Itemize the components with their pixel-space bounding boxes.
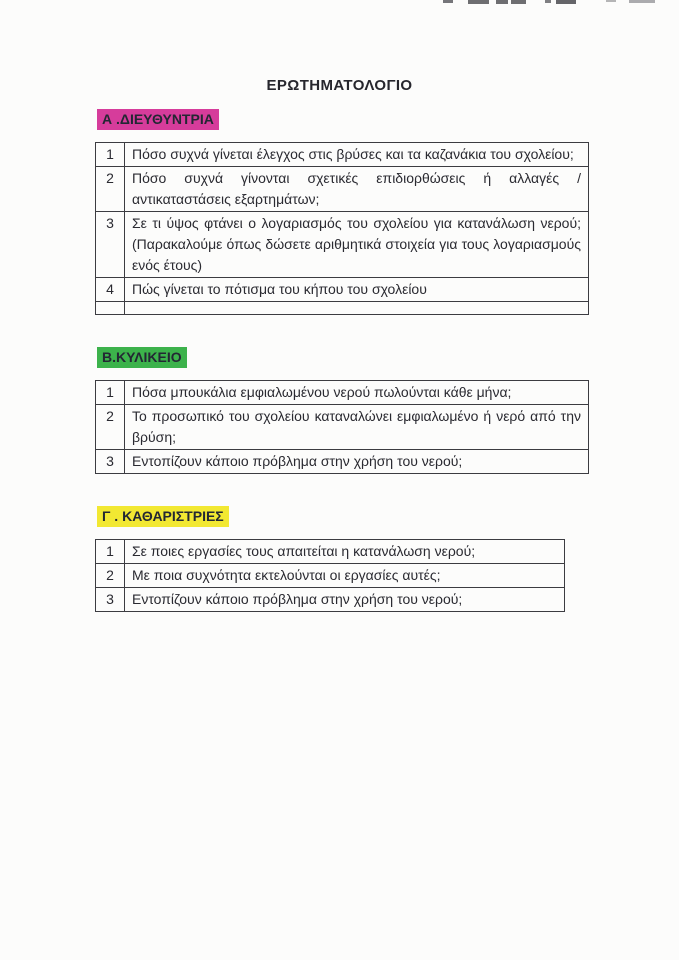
question-number: 3 (96, 450, 125, 474)
question-number: 2 (96, 167, 125, 212)
question-text: Με ποια συχνότητα εκτελούνται οι εργασίες αυτές; (125, 564, 565, 588)
page-title: ΕΡΩΤΗΜΑΤΟΛΟΓΙΟ (266, 77, 413, 94)
question-number: 2 (96, 564, 125, 588)
question-number: 3 (96, 212, 125, 278)
questions-table-canteen (95, 380, 589, 474)
section-header-cleaners: Γ . ΚΑΘΑΡΙΣΤΡΙΕΣ (97, 506, 229, 527)
question-number: 2 (96, 405, 125, 450)
question-number (96, 302, 125, 315)
question-row (96, 450, 589, 474)
question-row (96, 405, 589, 450)
question-text: Πόσα μπουκάλια εμφιαλωμένου νερού πωλούνται κάθε μήνα; (125, 381, 589, 405)
questions-table-director (95, 142, 589, 315)
question-number: 1 (96, 143, 125, 167)
scan-artifact-cropped-text-top-edge (0, 0, 679, 8)
question-number: 1 (96, 381, 125, 405)
question-text: Σε ποιες εργασίες τους απαιτείται η κατανάλωση νερού; (125, 540, 565, 564)
question-row (96, 143, 589, 167)
question-row (96, 278, 589, 302)
question-row (96, 302, 589, 315)
questions-table-cleaners (95, 539, 565, 612)
section-header-director: Α .ΔΙΕΥΘΥΝΤΡΙΑ (97, 109, 219, 130)
question-text: Πόσο συχνά γίνεται έλεγχος στις βρύσες και τα καζανάκια του σχολείου; (125, 143, 589, 167)
question-number: 4 (96, 278, 125, 302)
question-row (96, 540, 565, 564)
question-row (96, 212, 589, 278)
section-header-canteen: Β.ΚΥΛΙΚΕΙΟ (97, 347, 187, 368)
question-text: Εντοπίζουν κάποιο πρόβλημα στην χρήση του νερού; (125, 450, 589, 474)
question-text: Εντοπίζουν κάποιο πρόβλημα στην χρήση του νερού; (125, 588, 565, 612)
question-row (96, 381, 589, 405)
question-row (96, 564, 565, 588)
question-row (96, 167, 589, 212)
question-text (125, 302, 589, 315)
question-number: 3 (96, 588, 125, 612)
question-text: Σε τι ύψος φτάνει ο λογαριασμός του σχολείου για κατανάλωση νερού; (Παρακαλούμε όπως δώσετε αριθμητικά στοιχεία για τους λογαριασμούς ενός έτους) (125, 212, 589, 278)
question-number: 1 (96, 540, 125, 564)
question-text: Το προσωπικό του σχολείου καταναλώνει εμφιαλωμένο ή νερό από την βρύση; (125, 405, 589, 450)
question-text: Πώς γίνεται το πότισμα του κήπου του σχολείου (125, 278, 589, 302)
question-text: Πόσο συχνά γίνονται σχετικές επιδιορθώσεις ή αλλαγές /αντικαταστάσεις εξαρτημάτων; (125, 167, 589, 212)
question-row (96, 588, 565, 612)
